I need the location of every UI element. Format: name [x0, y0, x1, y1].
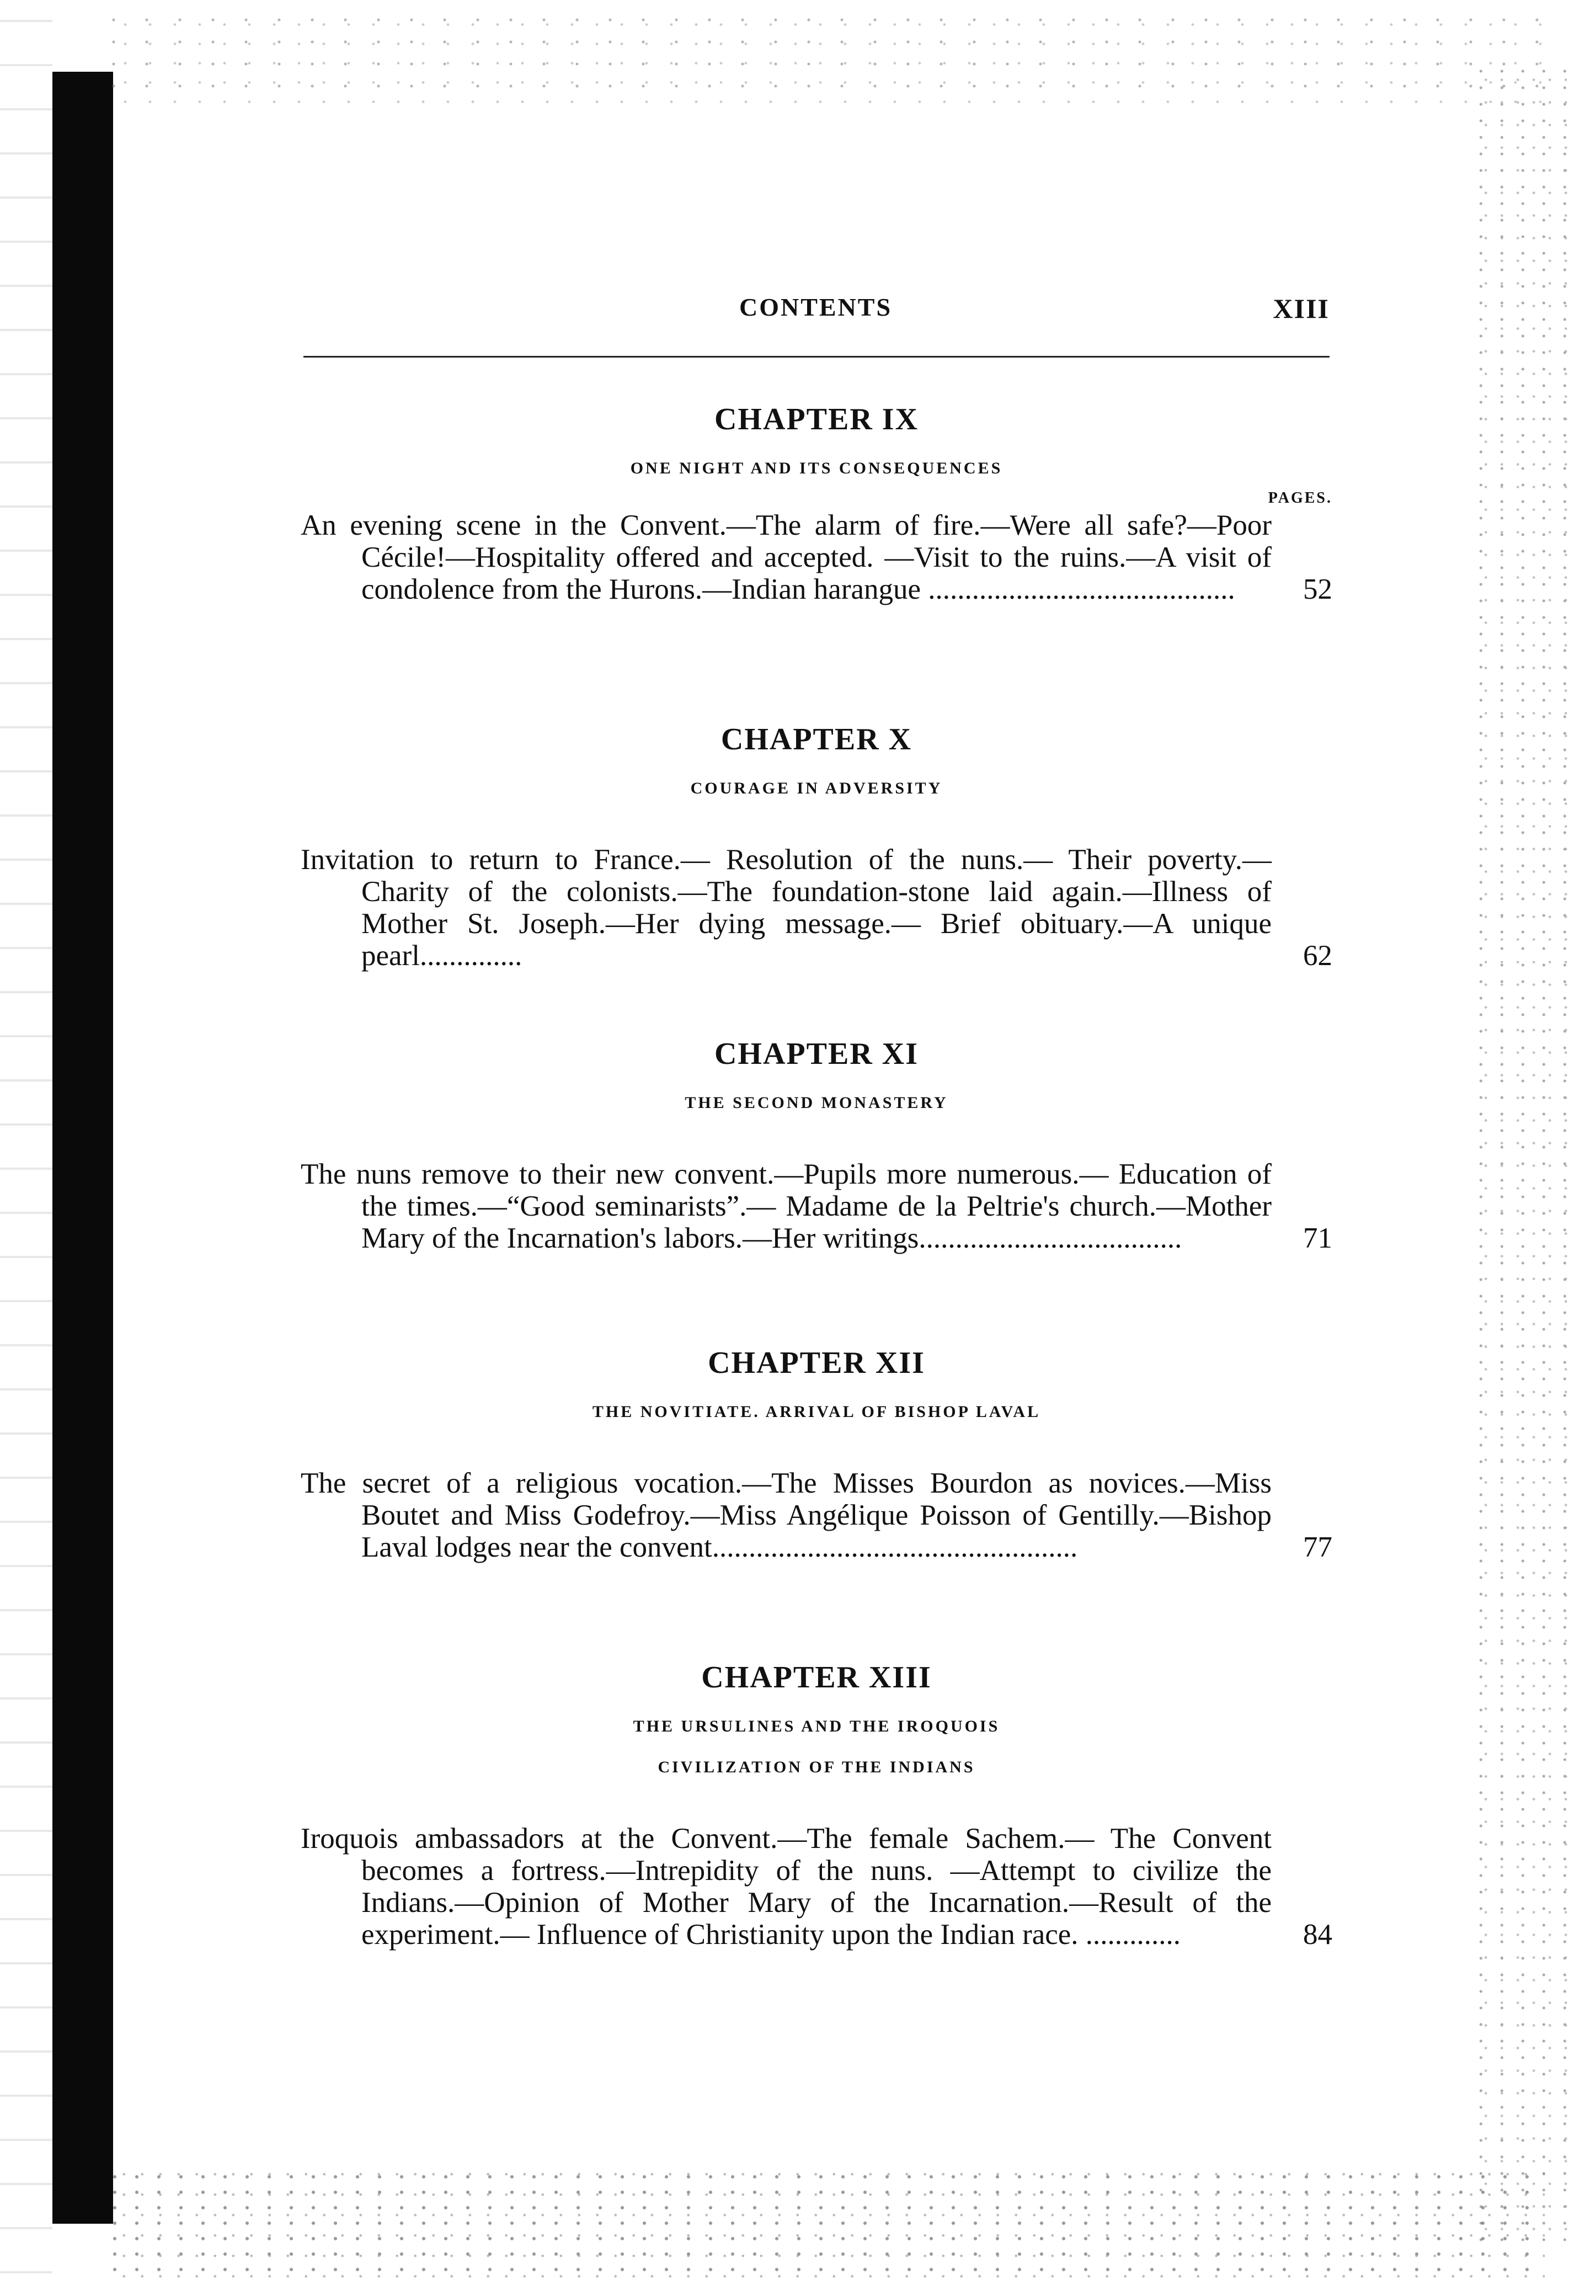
- summary-text: An evening scene in the Convent.—The alarm of fire.—Were all safe?—Poor Cécile!—Hospitality offered and accepted. —Visit to the ruins.—A visit of condolence from the Hurons.—Indian harangue ..........................................: [301, 509, 1272, 605]
- chapter-subtitle: THE NOVITIATE. ARRIVAL OF BISHOP LAVAL: [592, 1403, 1041, 1421]
- pages-label: PAGES.: [1268, 489, 1332, 507]
- chapter-summary: [301, 509, 1332, 605]
- chapter-summary: [301, 1823, 1332, 1951]
- summary-text: The nuns remove to their new convent.—Pupils more numerous.— Education of the times.—“Good seminarists”.— Madame de la Peltrie's church.—Mother Mary of the Incarnation's labors.—Her writings....................................: [301, 1158, 1272, 1254]
- chapter-10: [301, 720, 1332, 972]
- summary-text: The secret of a religious vocation.—The Misses Bourdon as novices.—Miss Boutet and Miss Godefroy.—Miss Angélique Poisson of Gentilly.—Bishop Laval lodges near the convent..................................................: [301, 1467, 1272, 1563]
- entry-page-number: 84: [1303, 1919, 1332, 1951]
- chapter-12: [301, 1344, 1332, 1563]
- entry-page-number: 71: [1303, 1222, 1332, 1254]
- chapter-title: CHAPTER XII: [708, 1346, 925, 1380]
- chapter-13: [301, 1658, 1332, 1951]
- page-edge-left: [0, 0, 52, 2296]
- entry-page-number: 77: [1303, 1531, 1332, 1563]
- chapter-summary: [301, 1467, 1332, 1563]
- chapter-9: [301, 400, 1332, 605]
- binding-shadow: [52, 72, 113, 2224]
- summary-text: Iroquois ambassadors at the Convent.—The female Sachem.— The Convent becomes a fortress.—Intrepidity of the nuns. —Attempt to civilize the Indians.—Opinion of Mother Mary of the Incarnation.—Result of the experiment.— Influence of Christianity upon the Indian race. .............: [301, 1823, 1272, 1951]
- header-rule: [303, 356, 1330, 358]
- chapter-subtitle: THE URSULINES AND THE IROQUOIS: [633, 1717, 1000, 1735]
- chapter-subtitle: THE SECOND MONASTERY: [685, 1094, 948, 1112]
- page-header: [303, 292, 1330, 326]
- scan-noise-bottom: [110, 2169, 1545, 2279]
- chapter-title: CHAPTER XI: [714, 1037, 919, 1071]
- scan-noise-right: [1475, 66, 1579, 2246]
- chapter-summary: [301, 1158, 1332, 1254]
- chapter-subtitle-secondary: CIVILIZATION OF THE INDIANS: [658, 1758, 975, 1776]
- chapter-title: CHAPTER IX: [714, 402, 919, 436]
- page-number: XIII: [1273, 293, 1330, 324]
- scan-noise-top: [110, 11, 1545, 105]
- chapter-subtitle: ONE NIGHT AND ITS CONSEQUENCES: [630, 459, 1003, 477]
- summary-text: Invitation to return to France.— Resolution of the nuns.— Their poverty.—Charity of the colonists.—The foundation-stone laid again.—Illness of Mother St. Joseph.—Her dying message.— Brief obituary.—A unique pearl..............: [301, 844, 1272, 972]
- chapter-title: CHAPTER X: [720, 722, 912, 757]
- running-title: CONTENTS: [739, 293, 893, 321]
- entry-page-number: 52: [1303, 573, 1332, 605]
- chapter-11: [301, 1035, 1332, 1254]
- chapter-subtitle: COURAGE IN ADVERSITY: [690, 779, 943, 797]
- chapter-summary: [301, 844, 1332, 972]
- chapter-title: CHAPTER XIII: [701, 1660, 932, 1695]
- entry-page-number: 62: [1303, 940, 1332, 972]
